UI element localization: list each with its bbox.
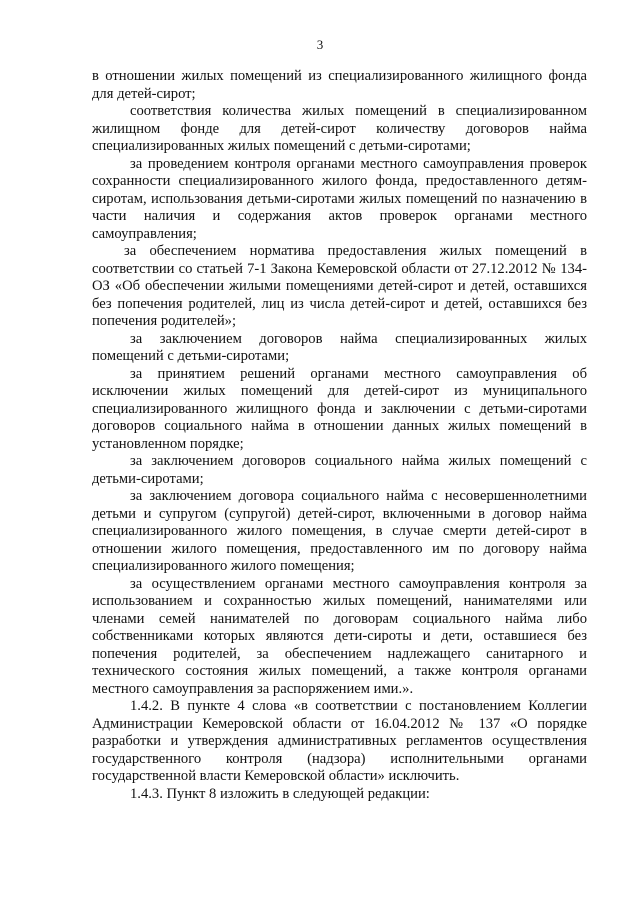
- paragraph-inspections: за проведением контроля органами местного самоуправления проверок сохранности специализированного жилого фонда, предоставленного детям-сиротам, использования детьми-сиротами жилых помещений по назначению в части наличия и содержания актов проверок органами местного самоуправления;: [92, 155, 587, 242]
- paragraph-item-1-4-3: 1.4.3. Пункт 8 изложить в следующей редакции:: [130, 785, 430, 802]
- paragraph-exclusion-decisions: за принятием решений органами местного самоуправления об исключении жилых помещений для детей-сирот из муниципального специализированного жилищного фонда и заключении с детьми-сиротами договоров социального найма в отношении данных жилых помещений в установленном порядке;: [92, 365, 587, 452]
- paragraph-continuation: в отношении жилых помещений из специализированного жилищного фонда для детей-сирот;: [92, 68, 587, 102]
- paragraph-item-1-4-2: 1.4.2. В пункте 4 слова «в соответствии с постановлением Коллегии Администрации Кемеровской области от 16.04.2012 № 137 «О порядке разработки и утверждения административных регламентов осуществления государственного контроля (надзора) исполнительными органами государственной власти Кемеровской области» исключить.: [92, 698, 587, 784]
- paragraph-social-lease: за заключением договоров социального найма жилых помещений с детьми-сиротами;: [92, 453, 587, 487]
- paragraph-housing-count: соответствия количества жилых помещений в специализированном жилищном фонде для детей-сирот количеству договоров найма специализированных жилых помещений с детьми-сиротами;: [92, 103, 587, 154]
- paragraph-usage-control: за осуществлением органами местного самоуправления контроля за использованием и сохранностью жилых помещений, нанимателями или членами семей нанимателей по договорам социального найма либо собственниками которых являются дети-сироты и дети, оставшиеся без попечения родителей, за обеспечением надлежащего санитарного и технического состояния жилых помещений, а также контроля органами местного самоуправления за распоряжением ими.».: [92, 575, 587, 697]
- paragraph-minor-children: за заключением договора социального найма с несовершеннолетними детьми и супругом (супругой) детей-сирот, включенными в договор найма специализированного жилого помещения, в случае смерти детей-сирот в отношении жилого помещения, предоставленного им по договору найма специализированного жилого помещения;: [92, 488, 587, 574]
- paragraph-housing-norm: за обеспечением норматива предоставления жилых помещений в соответствии со статьей 7-1 Закона Кемеровской области от 27.12.2012 № 134-ОЗ «Об обеспечении жилыми помещениями детей-сирот и детей, оставшихся без попечения родителей, лиц из числа детей-сирот и детей, оставшихся без попечения родителей»;: [92, 243, 587, 329]
- document-body: [92, 68, 587, 803]
- page-number: 3: [316, 37, 324, 52]
- paragraph-lease-contracts: за заключением договоров найма специализированных жилых помещений с детьми-сиротами;: [92, 330, 587, 364]
